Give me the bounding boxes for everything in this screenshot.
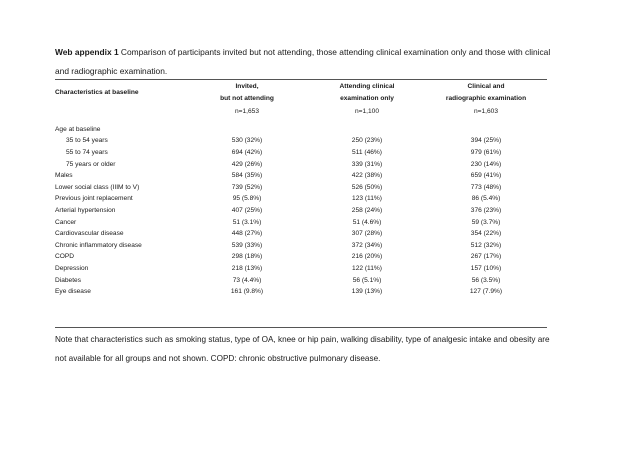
table-row: [55, 263, 547, 275]
header-radiographic-line1: Clinical and: [467, 82, 505, 90]
table-bottom-rule: [55, 327, 547, 328]
cell-radiographic: 56 (3.5%): [471, 276, 501, 284]
table-row: [55, 193, 547, 205]
caption-text: Comparison of participants invited but not attending, those attending clinical examination only and those with clinical and radiographic examination.: [55, 47, 551, 76]
table-row-age-section: [55, 124, 547, 136]
row-label: Depression: [55, 264, 89, 272]
row-label: 35 to 54 years: [66, 137, 108, 145]
table-row: [55, 205, 547, 217]
row-label: Lower social class (IIIM to V): [55, 183, 140, 191]
cell-radiographic: 979 (61%): [470, 148, 502, 156]
cell-attending: 216 (20%): [351, 253, 383, 261]
table-row: [55, 251, 547, 263]
table-row: [55, 239, 547, 251]
cell-radiographic: 659 (41%): [470, 172, 502, 180]
header-n-invited: n=1,653: [234, 107, 260, 115]
header-invited-line1: Invited,: [235, 82, 259, 90]
cell-radiographic: 230 (14%): [470, 160, 502, 168]
header-n-attending: n=1,100: [354, 107, 380, 115]
section-label-age: Age at baseline: [55, 125, 101, 133]
cell-attending: 511 (46%): [352, 148, 382, 156]
row-label: Cardiovascular disease: [55, 230, 124, 238]
row-label: Diabetes: [55, 276, 82, 284]
cell-radiographic: 59 (3.7%): [471, 218, 501, 226]
cell-radiographic: 376 (23%): [470, 206, 502, 214]
table-row: [55, 135, 547, 147]
cell-radiographic: 157 (10%): [470, 264, 502, 272]
row-label: Cancer: [55, 218, 77, 226]
table-row: [55, 274, 547, 286]
row-label: COPD: [55, 253, 75, 261]
row-label: Males: [55, 172, 73, 180]
cell-attending: 56 (5.1%): [352, 276, 382, 284]
cell-invited: 448 (27%): [231, 230, 263, 238]
header-attending-line2: examination only: [340, 95, 394, 103]
cell-attending: 422 (38%): [351, 172, 383, 180]
cell-attending: 372 (34%): [351, 241, 383, 249]
cell-attending: 250 (23%): [351, 137, 383, 145]
comparison-table: [55, 80, 547, 297]
cell-invited: 584 (35%): [231, 172, 263, 180]
table-row: [55, 181, 547, 193]
cell-invited: 530 (32%): [231, 137, 263, 145]
cell-attending: 51 (4.6%): [352, 218, 382, 226]
row-label: Arterial hypertension: [55, 206, 116, 214]
cell-radiographic: 127 (7.9%): [469, 288, 503, 296]
cell-invited: 429 (26%): [231, 160, 263, 168]
header-characteristics: Characteristics at baseline: [55, 89, 139, 96]
table-row: [55, 286, 547, 298]
cell-attending: 339 (31%): [351, 160, 383, 168]
cell-radiographic: 86 (5.4%): [471, 195, 501, 203]
cell-radiographic: 773 (48%): [470, 183, 502, 191]
row-label: Previous joint replacement: [55, 195, 133, 203]
table-note: Note that characteristics such as smoking status, type of OA, knee or hip pain, walking disability, type of analgesic intake and obesity are not available for all groups and not shown. COPD: chronic obstructive pulmonary disease.: [55, 335, 550, 363]
row-label: 55 to 74 years: [66, 148, 108, 156]
cell-invited: 51 (3.1%): [232, 218, 262, 226]
cell-radiographic: 512 (32%): [470, 241, 502, 249]
header-invited-line2: but not attending: [220, 95, 274, 103]
cell-attending: 139 (13%): [351, 288, 383, 296]
cell-invited: 407 (25%): [231, 206, 263, 214]
table-row: [55, 228, 547, 240]
cell-invited: 539 (33%): [231, 241, 263, 249]
row-label: 75 years or older: [66, 160, 116, 168]
cell-invited: 218 (13%): [231, 264, 263, 272]
cell-invited: 694 (42%): [231, 148, 263, 156]
table-row: [55, 158, 547, 170]
header-attending-line1: Attending clinical: [339, 82, 395, 90]
cell-attending: 258 (24%): [351, 206, 383, 214]
cell-attending: 526 (50%): [351, 183, 383, 191]
cell-attending: 307 (28%): [351, 230, 383, 238]
row-label: Chronic inflammatory disease: [55, 241, 142, 249]
table-row: [55, 170, 547, 182]
cell-radiographic: 354 (22%): [470, 230, 502, 238]
cell-invited: 95 (5.8%): [232, 195, 262, 203]
table-row: [55, 147, 547, 159]
cell-radiographic: 267 (17%): [470, 253, 502, 261]
header-radiographic-line2: radiographic examination: [445, 95, 527, 103]
cell-radiographic: 394 (25%): [470, 137, 502, 145]
cell-invited: 161 (9.8%): [230, 288, 264, 296]
cell-invited: 739 (52%): [231, 183, 263, 191]
cell-invited: 73 (4.4%): [232, 276, 262, 284]
caption-label: Web appendix 1: [55, 47, 119, 57]
cell-attending: 123 (11%): [352, 195, 382, 203]
row-label: Eye disease: [55, 288, 91, 296]
cell-invited: 298 (18%): [231, 253, 263, 261]
table-caption: [55, 43, 555, 81]
header-n-radiographic: n=1,603: [473, 107, 499, 115]
cell-attending: 122 (11%): [352, 264, 382, 272]
table-row: [55, 216, 547, 228]
